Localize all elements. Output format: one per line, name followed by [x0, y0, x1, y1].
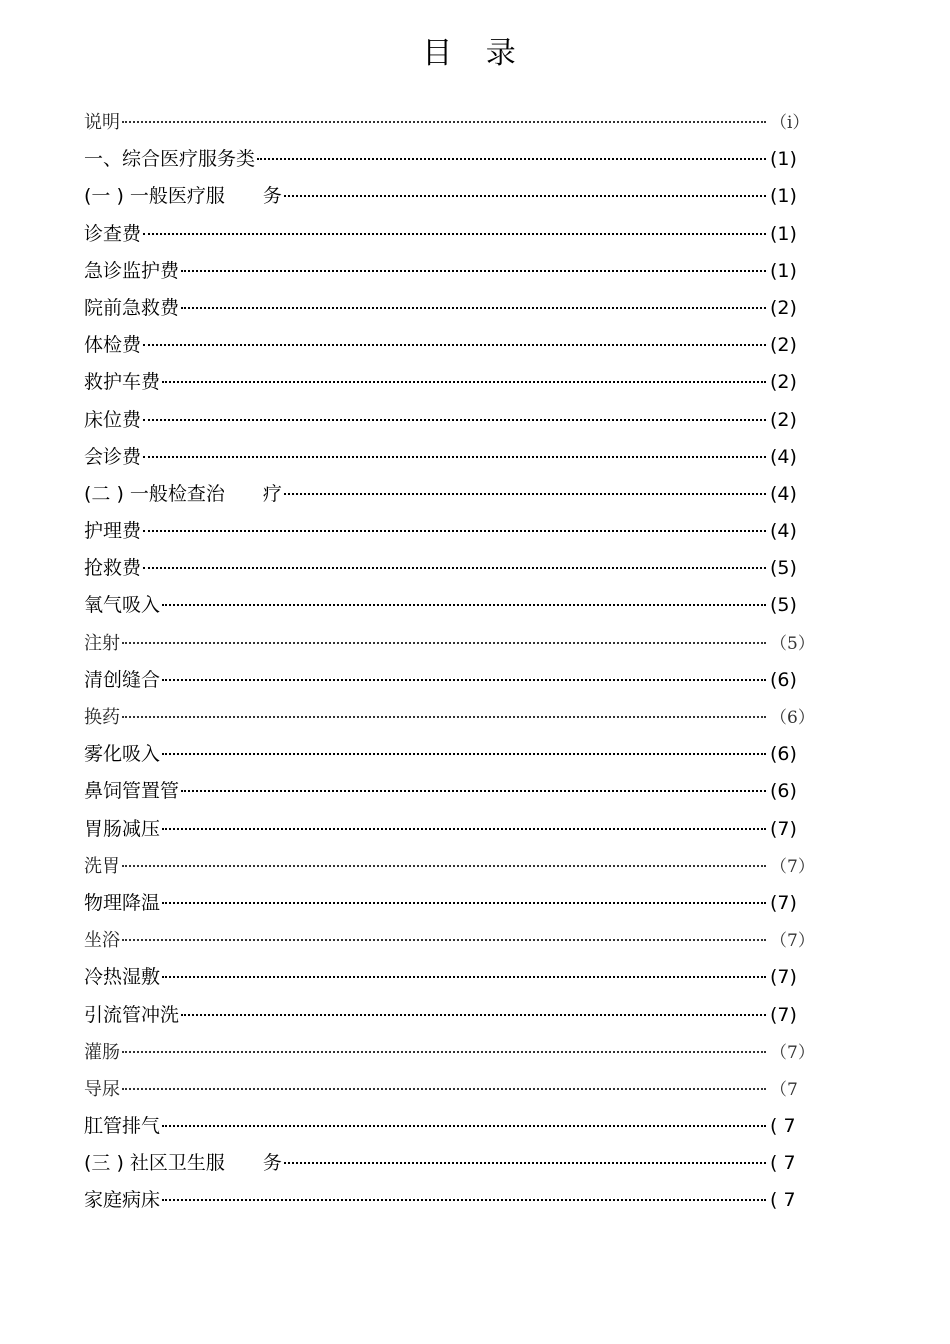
- toc-entry-label: 雾化吸入: [84, 743, 161, 766]
- toc-entry-label: 导尿: [84, 1078, 120, 1100]
- toc-entry-page-number: （6）: [770, 708, 815, 728]
- toc-dot-leader: [162, 381, 766, 383]
- toc-dot-leader: [162, 753, 766, 755]
- toc-entry[interactable]: [84, 402, 806, 439]
- page-title: 目 录: [422, 36, 528, 71]
- toc-entry-label: 急诊监护费: [84, 259, 180, 282]
- toc-entry[interactable]: [84, 253, 806, 290]
- toc-dot-leader: [162, 902, 766, 904]
- toc-entry-page-number: （5）: [770, 633, 815, 654]
- toc-dot-leader: [284, 195, 766, 197]
- toc-entry[interactable]: [84, 736, 806, 773]
- toc-entry-label: 清创缝合: [84, 668, 161, 691]
- toc-entry-label: 护理费: [84, 520, 142, 543]
- toc-entry-page-number: (5): [770, 594, 797, 617]
- toc-entry-label: 说明: [84, 112, 120, 133]
- toc-entry[interactable]: [84, 1182, 806, 1219]
- toc-dot-leader: [257, 158, 766, 160]
- toc-entry-label: 院前急救费: [84, 296, 180, 319]
- toc-entry-page-number: ( 7: [770, 1152, 796, 1175]
- toc-entry-page-number: ( 7: [770, 1189, 796, 1212]
- toc-entry-label: 氧气吸入: [84, 594, 161, 617]
- toc-dot-leader: [143, 456, 766, 458]
- toc-entry[interactable]: [84, 290, 806, 327]
- toc-entry[interactable]: [84, 513, 806, 550]
- toc-dot-leader: [143, 530, 766, 532]
- toc-dot-leader: [162, 604, 766, 606]
- toc-dot-leader: [122, 642, 766, 644]
- toc-entry[interactable]: [84, 811, 806, 848]
- toc-entry[interactable]: [84, 364, 806, 401]
- toc-entry[interactable]: [84, 1145, 806, 1182]
- toc-entry-page-number: (1): [770, 185, 797, 208]
- toc-entry[interactable]: [84, 587, 806, 624]
- toc-entry-page-number: （7）: [770, 1042, 815, 1063]
- toc-entry-page-number: （7）: [770, 931, 815, 952]
- toc-dot-leader: [284, 1162, 766, 1164]
- toc-dot-leader: [122, 716, 766, 718]
- toc-entry[interactable]: [84, 959, 806, 996]
- toc-entry[interactable]: [84, 997, 806, 1034]
- toc-entry-page-number: (5): [770, 557, 797, 580]
- toc-dot-leader: [143, 567, 766, 569]
- toc-dot-leader: [143, 344, 766, 346]
- toc-entry[interactable]: [84, 922, 815, 959]
- toc-entry-page-number: (2): [770, 296, 797, 319]
- toc-entry-page-number: (1): [770, 259, 797, 282]
- toc-entry[interactable]: [84, 216, 806, 253]
- toc-entry-page-number: ( 7: [770, 1115, 796, 1138]
- toc-entry-label: 床位费: [84, 408, 142, 431]
- toc-entry-label: 会诊费: [84, 445, 142, 468]
- toc-entry-page-number: (7): [770, 966, 797, 989]
- toc-dot-leader: [181, 307, 766, 309]
- toc-entry-page-number: (1): [770, 222, 797, 245]
- toc-entry-label: 洗胃: [84, 855, 120, 877]
- toc-dot-leader: [122, 121, 766, 123]
- toc-entry[interactable]: [84, 327, 806, 364]
- toc-entry-page-number: (1): [770, 148, 797, 171]
- toc-dot-leader: [181, 790, 766, 792]
- toc-dot-leader: [284, 493, 766, 495]
- toc-dot-leader: [181, 270, 766, 272]
- toc-entry-label: 体检费: [84, 334, 142, 357]
- toc-dot-leader: [162, 1125, 766, 1127]
- toc-entry-page-number: (6): [770, 780, 797, 803]
- toc-dot-leader: [122, 865, 766, 867]
- toc-entry-label: (三 ) 社区卫生服 务: [84, 1152, 282, 1175]
- toc-entry[interactable]: [84, 773, 806, 810]
- table-of-contents: [84, 104, 815, 1220]
- toc-entry[interactable]: [84, 699, 815, 736]
- toc-entry-label: 诊查费: [84, 222, 142, 245]
- toc-entry-label: 注射: [84, 632, 120, 654]
- toc-entry-page-number: （i）: [770, 113, 810, 133]
- toc-entry-label: 冷热湿敷: [84, 966, 161, 989]
- toc-dot-leader: [162, 1199, 766, 1201]
- toc-dot-leader: [181, 1014, 766, 1016]
- toc-dot-leader: [162, 679, 766, 681]
- toc-entry-page-number: (2): [770, 334, 797, 357]
- toc-entry[interactable]: [84, 625, 815, 662]
- toc-entry-label: 坐浴: [84, 930, 120, 952]
- toc-entry-label: 引流管冲洗: [84, 1003, 180, 1026]
- toc-entry-page-number: (4): [770, 520, 797, 543]
- toc-entry-label: 灌肠: [84, 1041, 120, 1063]
- toc-entry[interactable]: [84, 141, 806, 178]
- toc-entry[interactable]: [84, 439, 806, 476]
- toc-entry-label: 肛管排气: [84, 1115, 161, 1138]
- toc-dot-leader: [143, 419, 766, 421]
- toc-entry[interactable]: [84, 848, 815, 885]
- toc-entry-page-number: (2): [770, 371, 797, 394]
- toc-entry[interactable]: [84, 476, 806, 513]
- toc-entry[interactable]: [84, 662, 806, 699]
- toc-entry[interactable]: [84, 885, 806, 922]
- toc-entry-label: 换药: [84, 707, 120, 728]
- toc-entry-label: 胃肠减压: [84, 817, 161, 840]
- toc-dot-leader: [162, 828, 766, 830]
- toc-entry[interactable]: [84, 1108, 806, 1145]
- toc-entry-page-number: (6): [770, 743, 797, 766]
- toc-dot-leader: [122, 1088, 766, 1090]
- toc-entry-page-number: （7）: [770, 856, 815, 877]
- toc-entry[interactable]: [84, 1034, 815, 1071]
- toc-entry-label: 救护车费: [84, 371, 161, 394]
- toc-dot-leader: [162, 976, 766, 978]
- toc-entry-label: 家庭病床: [84, 1189, 161, 1212]
- toc-entry[interactable]: [84, 1071, 806, 1108]
- toc-entry-label: 鼻饲管置管: [84, 780, 180, 803]
- toc-entry-label: 物理降温: [84, 891, 161, 914]
- toc-entry-page-number: (7): [770, 1003, 797, 1026]
- toc-entry[interactable]: [84, 178, 806, 215]
- toc-entry-page-number: (4): [770, 482, 797, 505]
- toc-dot-leader: [143, 233, 766, 235]
- toc-entry[interactable]: [84, 104, 810, 141]
- toc-entry[interactable]: [84, 550, 806, 587]
- toc-entry-label: 一、综合医疗服务类: [84, 148, 256, 171]
- toc-dot-leader: [122, 1051, 766, 1053]
- toc-entry-page-number: (7): [770, 817, 797, 840]
- toc-entry-page-number: (6): [770, 668, 797, 691]
- toc-entry-page-number: (4): [770, 445, 797, 468]
- toc-entry-page-number: (7): [770, 891, 797, 914]
- toc-entry-label: 抢救费: [84, 557, 142, 580]
- toc-entry-page-number: (2): [770, 408, 797, 431]
- toc-entry-label: (一 ) 一般医疗服 务: [84, 185, 282, 208]
- toc-entry-label: (二 ) 一般检查治 疗: [84, 482, 282, 505]
- toc-entry-page-number: （7: [770, 1079, 798, 1100]
- toc-dot-leader: [122, 939, 766, 941]
